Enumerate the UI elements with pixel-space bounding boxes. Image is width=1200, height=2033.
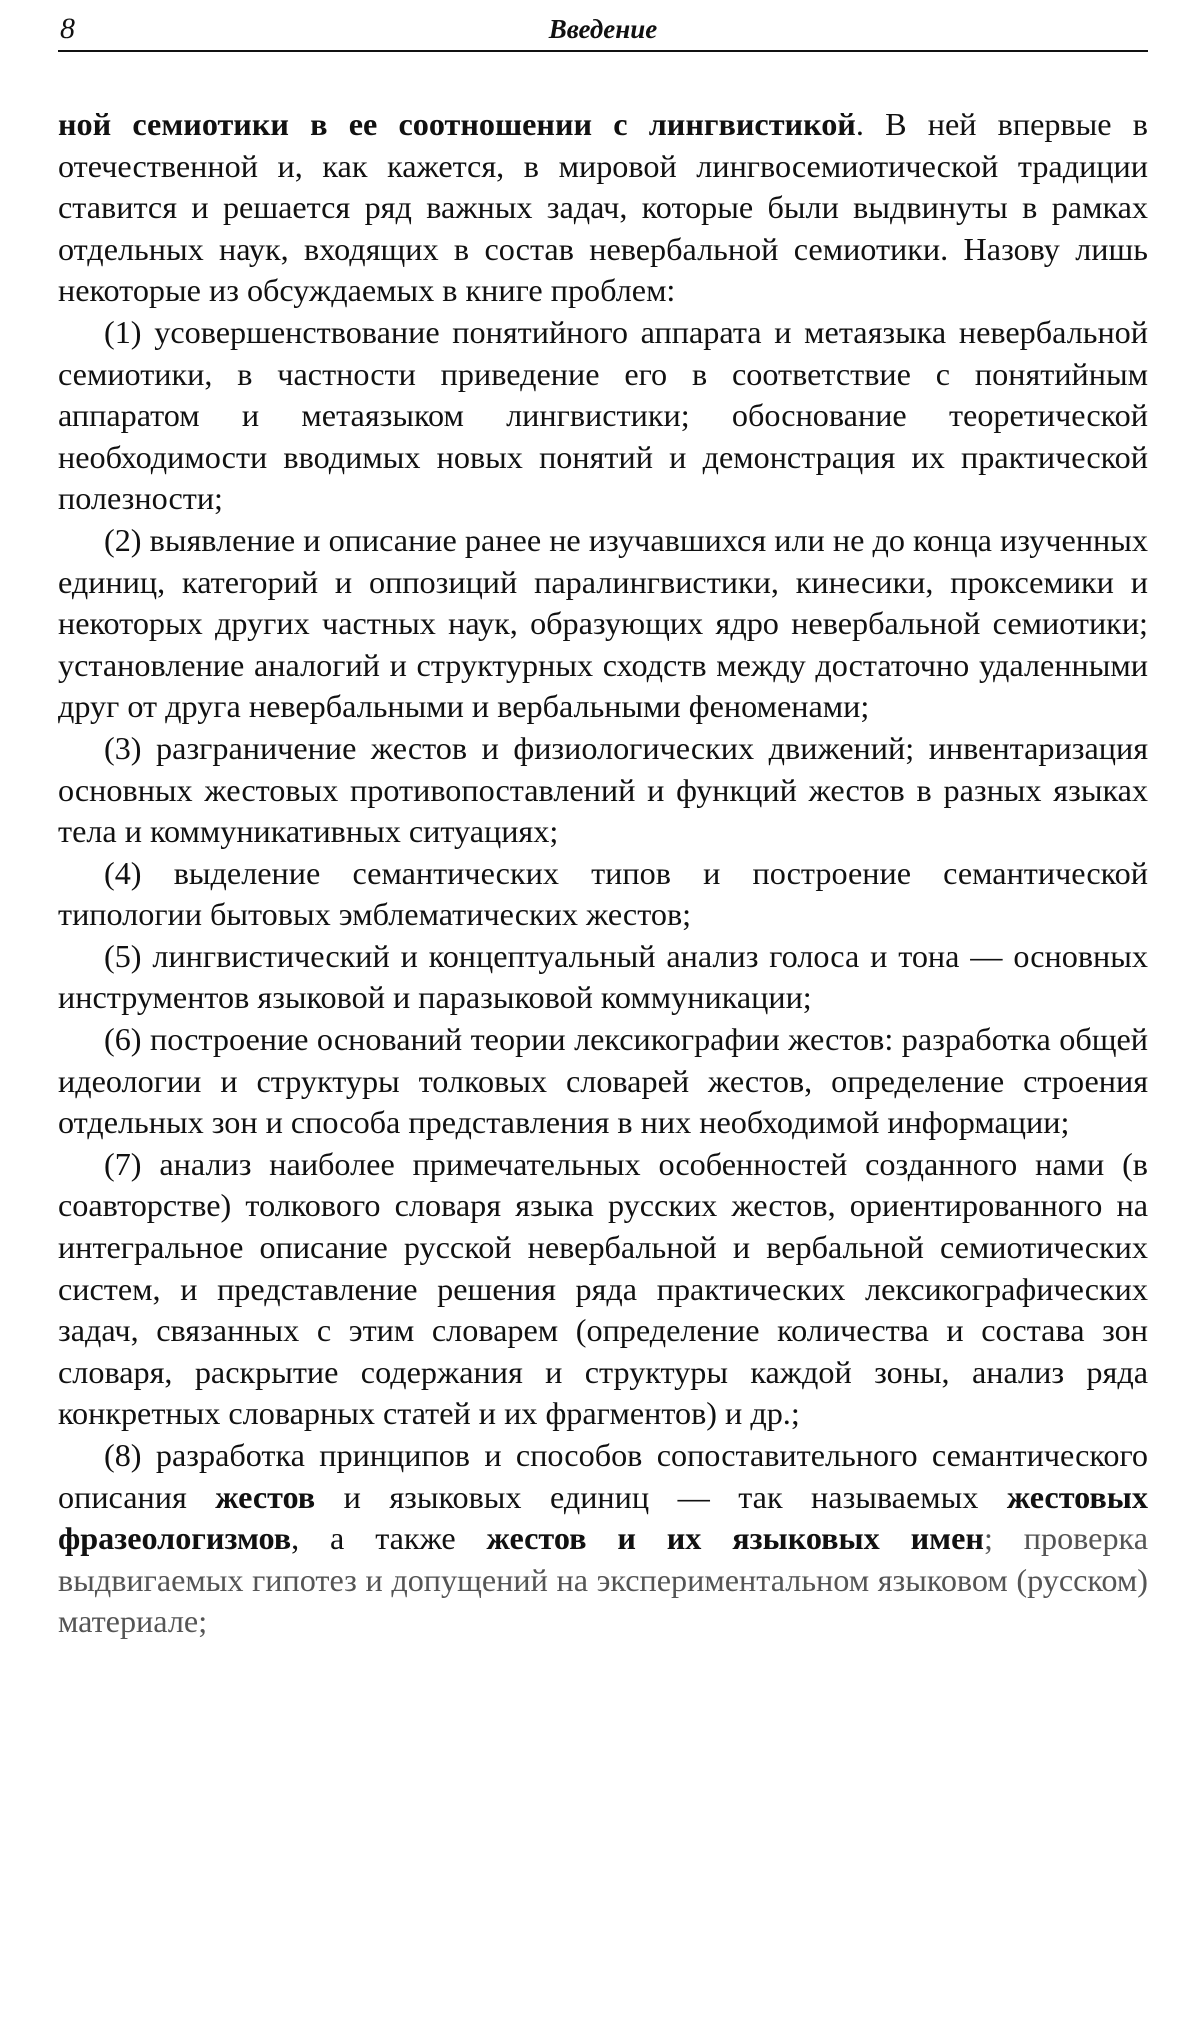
intro-text: . В ней впервые в отечественной и, как кажется, в мировой лингвосемиотической традиции ставится и решается ряд важных задач, которые были выдвинуты в рамках отдельных наук, входящих в состав невербальной семиотики. Назову лишь некоторые из обсуждаемых в книге проблем:: [58, 106, 1148, 309]
list-item-5: (5) лингвистический и концептуальный анализ голоса и тона — основных инструментов языковой и паразыковой коммуникации;: [58, 937, 1148, 1016]
item8-part1: (8) разработка принципов и способов сопоставительного семантического описания: [58, 1437, 1148, 1515]
item8-bold-names: жестов и их языковых имен: [486, 1520, 984, 1557]
intro-lead-bold: ной семиотики в ее соотношении с лингвистикой: [58, 106, 856, 142]
intro-paragraph: [58, 104, 1148, 312]
section-title: Введение: [548, 14, 658, 44]
running-head: [58, 10, 1148, 52]
item8-part4: ; проверка выдвигаемых гипотез и допущений на экспериментальном языковом (русском) материале;: [58, 1520, 1148, 1640]
item8-bold-phraseologisms: жестовых фразеологизмов: [58, 1478, 1148, 1557]
list-item-7: (7) анализ наиболее примечательных особенностей созданного нами (в соавторстве) толкового словаря языка русских жестов, ориентированного на интегральное описание русской невербальной и вербальной семиотических систем, и представление решения ряда практических лексикографических задач, связанных с этим словарем (определение количества и состава зон словаря, раскрытие содержания и структуры каждой зоны, анализ ряда конкретных словарных статей и их фрагментов) и др.;: [58, 1145, 1148, 1432]
item8-part2: и языковых единиц — так называемых: [315, 1478, 1007, 1515]
item8-part3: , а также: [291, 1520, 487, 1557]
book-page: [58, 0, 1148, 2033]
list-item-4: (4) выделение семантических типов и построение семантической типологии бытовых эмблематических жестов;: [58, 854, 1148, 933]
page-number: 8: [60, 12, 75, 45]
list-item-1: (1) усовершенствование понятийного аппарата и метаязыка невербальной семиотики, в частности приведение его в соответствие с понятийным аппаратом и метаязыком лингвистики; обоснование теоретической необходимости вводимых новых понятий и демонстрация их практической полезности;: [58, 313, 1148, 517]
item8-bold-gestures: жестов: [215, 1478, 316, 1515]
list-item-8: [58, 1435, 1148, 1643]
list-item-2: (2) выявление и описание ранее не изучавшихся или не до конца изученных единиц, категорий и оппозиций паралингвистики, кинесики, проксемики и некоторых других частных наук, образующих ядро невербальной семиотики; установление аналогий и структурных сходств между достаточно удаленными друг от друга невербальными и вербальными феноменами;: [58, 521, 1148, 725]
body-text: [58, 104, 1148, 1643]
list-item-3: (3) разграничение жестов и физиологических движений; инвентаризация основных жестовых противопоставлений и функций жестов в разных языках тела и коммуникативных ситуациях;: [58, 729, 1148, 850]
list-item-6: (6) построение оснований теории лексикографии жестов: разработка общей идеологии и структуры толковых словарей жестов, определение строения отдельных зон и способа представления в них необходимой информации;: [58, 1021, 1148, 1141]
